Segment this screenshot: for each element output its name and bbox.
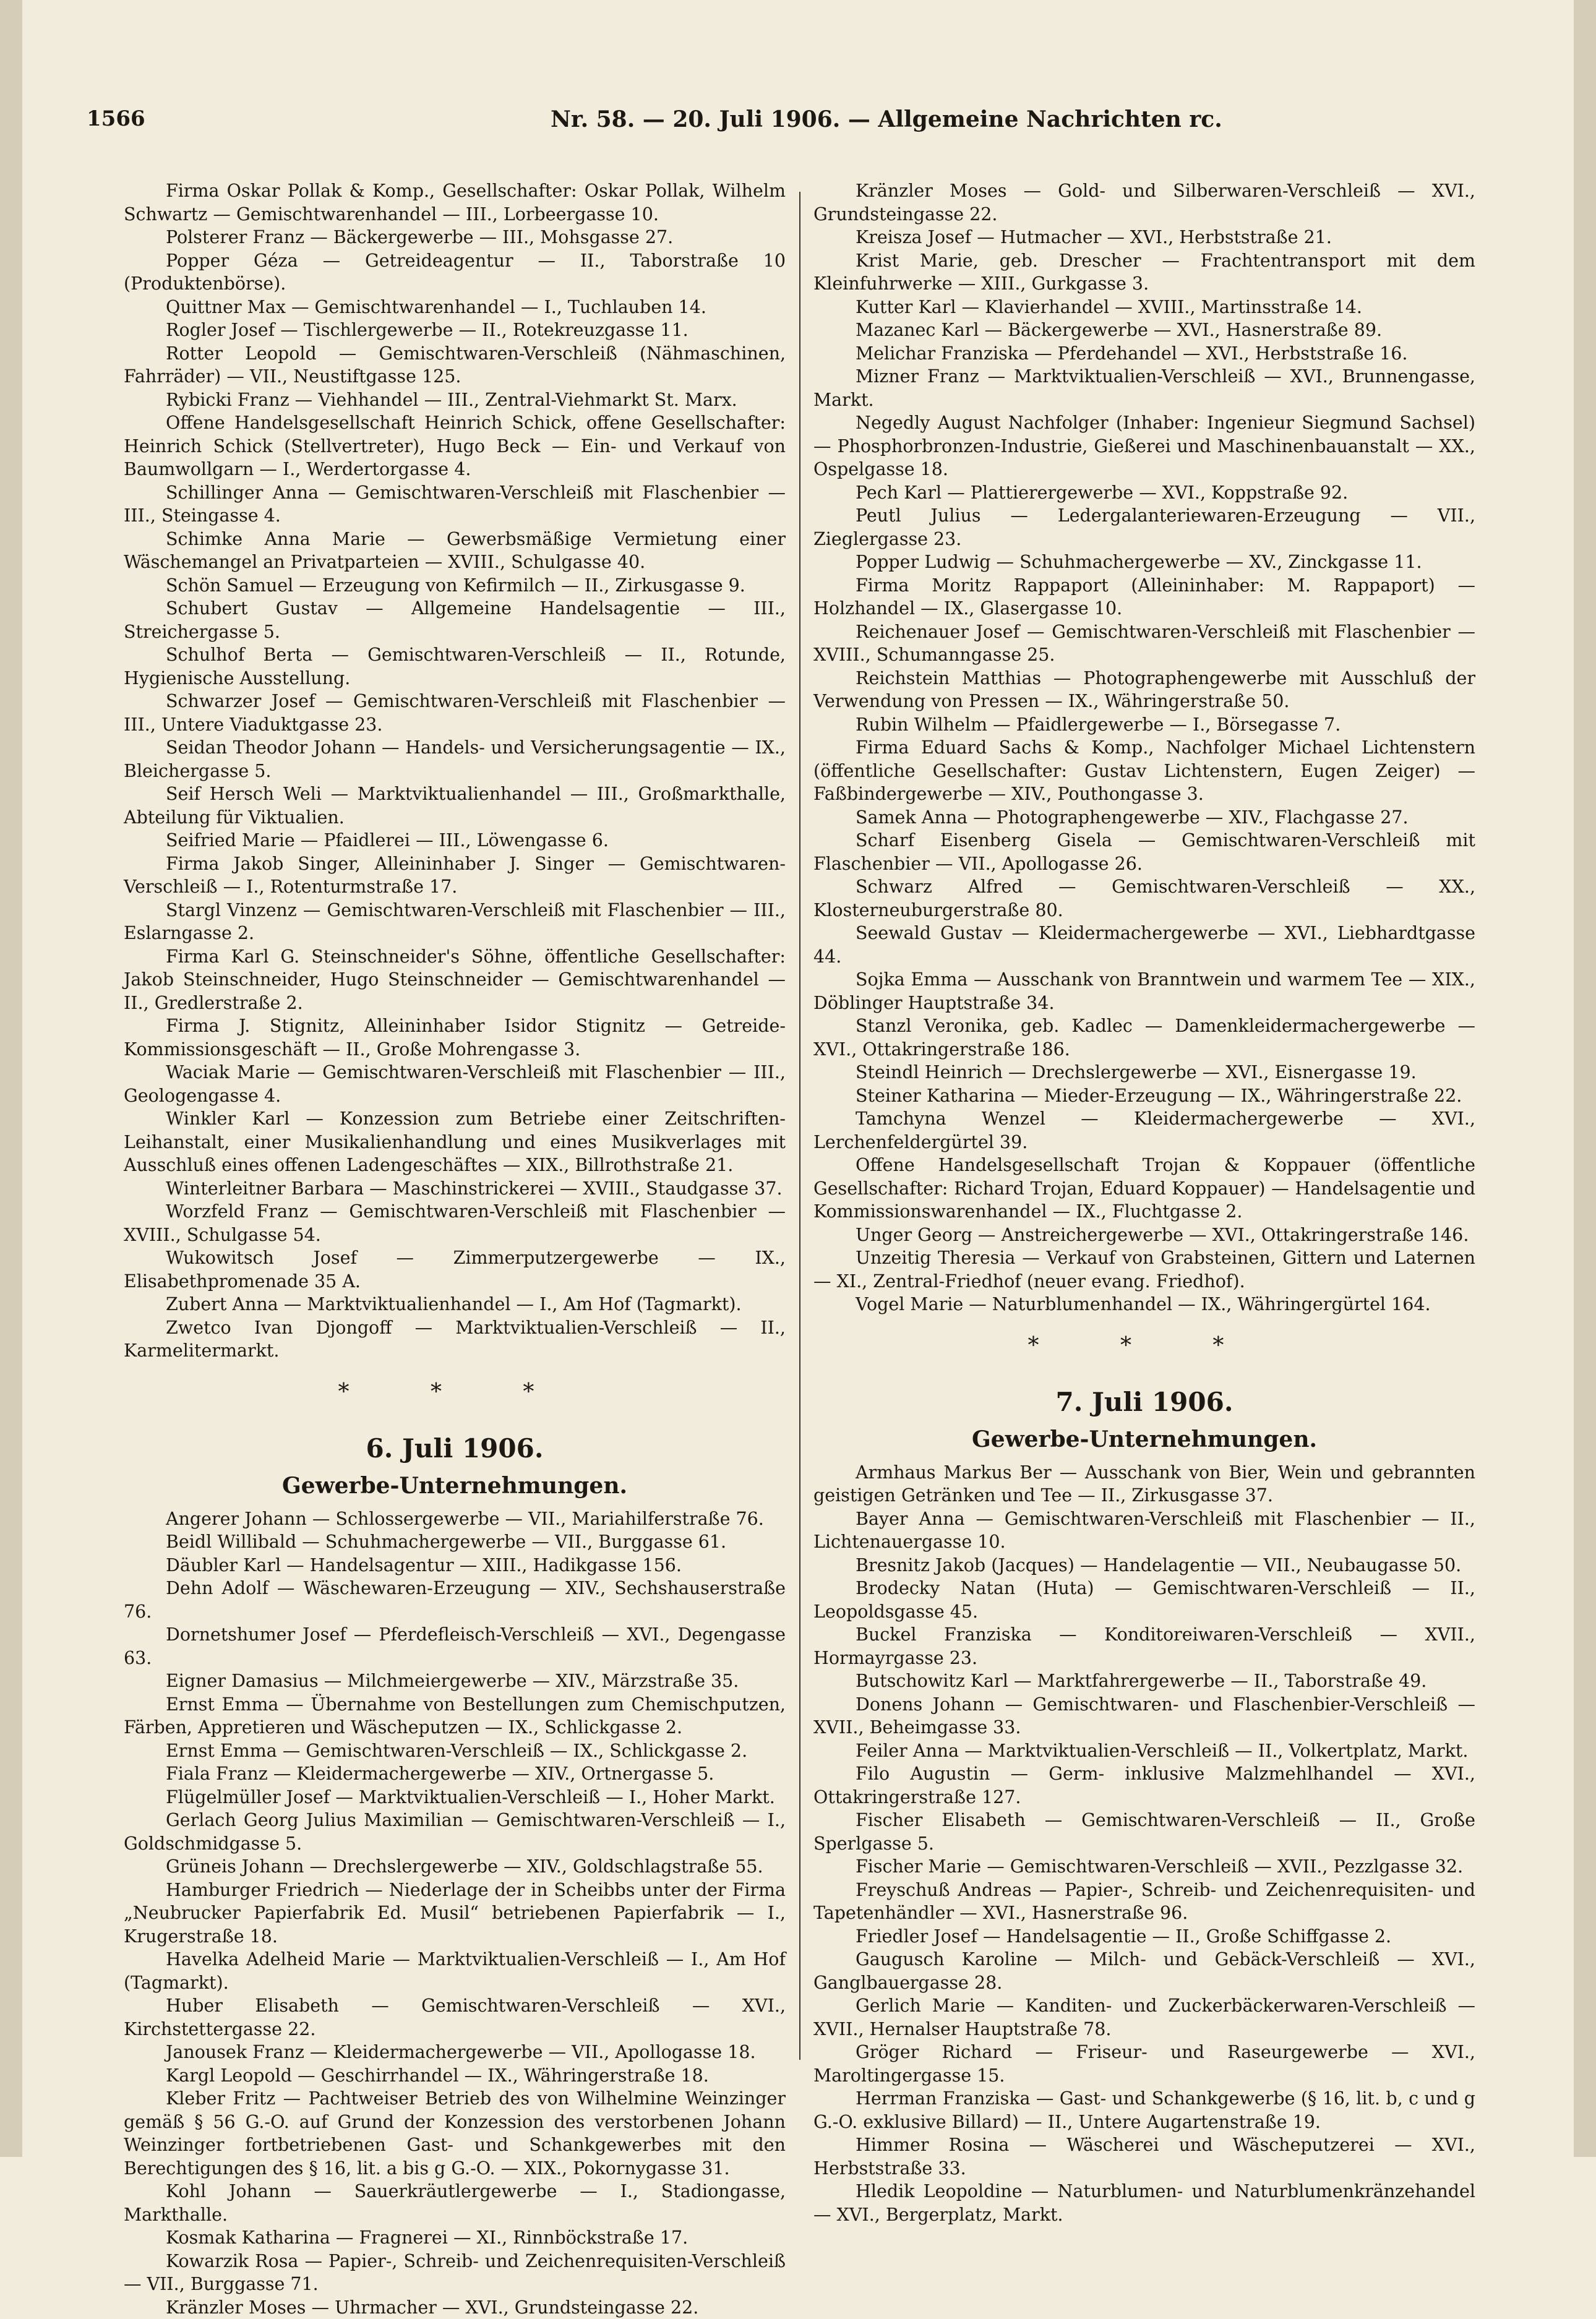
list-entry: Kränzler Moses — Uhrmacher — XVI., Grundsteingasse 22. [124,2296,786,2319]
list-entry: Fiala Franz — Kleidermachergewerbe — XIV., Ortnergasse 5. [124,1762,786,1786]
section-date: 6. Juli 1906. [124,1430,786,1468]
section-heading: Gewerbe-Unternehmungen. [813,1421,1475,1457]
list-entry: Fischer Marie — Gemischtwaren-Verschleiß — XVII., Pezzlgasse 32. [813,1855,1475,1879]
list-entry: Winkler Karl — Konzession zum Betriebe einer Zeitschriften-Leihanstalt, einer Musikalienhandlung und eines Musikverlages mit Ausschluß eines offenen Ladengeschäftes — XIX., Billrothstraße 21. [124,1107,786,1177]
list-entry: Worzfeld Franz — Gemischtwaren-Verschleiß mit Flaschenbier — XVIII., Schulgasse 54. [124,1200,786,1246]
section-stars: * * * [124,1368,786,1417]
list-entry: Däubler Karl — Handelsagentur — XIII., Hadikgasse 156. [124,1554,786,1577]
list-entry: Seewald Gustav — Kleidermachergewerbe — XVI., Liebhardtgasse 44. [813,922,1475,968]
section-date: 7. Juli 1906. [813,1383,1475,1421]
list-entry: Butschowitz Karl — Marktfahrergewerbe — II., Taborstraße 49. [813,1670,1475,1693]
list-entry: Zwetco Ivan Djongoff — Marktviktualien-Verschleiß — II., Karmelitermarkt. [124,1316,786,1363]
column-divider [799,192,800,2060]
list-entry: Hledik Leopoldine — Naturblumen- und Naturblumenkränzehandel — XVI., Bergerplatz, Markt. [813,2180,1475,2226]
section-stars: * * * [813,1321,1475,1371]
list-entry: Ernst Emma — Gemischtwaren-Verschleiß — IX., Schlickgasse 2. [124,1739,786,1763]
list-entry: Rogler Josef — Tischlergewerbe — II., Rotekreuzgasse 11. [124,319,786,342]
list-entry: Hamburger Friedrich — Niederlage der in Scheibbs unter der Firma „Neubrucker Papierfabrik Ed. Musil“ betriebenen Papierfabrik — I., Krugerstraße 18. [124,1879,786,1948]
page-title: Nr. 58. — 20. Juli 1906. — Allgemeine Nachrichten rc. [551,106,1222,132]
list-entry: Firma Karl G. Steinschneider's Söhne, öffentliche Gesellschafter: Jakob Steinschneider, Hugo Steinschneider — Gemischtwarenhandel — II., Gredlerstraße 2. [124,945,786,1015]
left-column [124,179,786,2319]
list-entry: Fischer Elisabeth — Gemischtwaren-Verschleiß — II., Große Sperlgasse 5. [813,1809,1475,1855]
list-entry: Kowarzik Rosa — Papier-, Schreib- und Zeichenrequisiten-Verschleiß — VII., Burggasse 71. [124,2250,786,2296]
list-entry: Reichstein Matthias — Photographengewerbe mit Ausschluß der Verwendung von Pressen — IX., Währingerstraße 50. [813,667,1475,713]
list-entry: Schimke Anna Marie — Gewerbsmäßige Vermietung einer Wäschemangel an Privatparteien — XVIII., Schulgasse 40. [124,528,786,574]
list-entry: Kreisza Josef — Hutmacher — XVI., Herbststraße 21. [813,226,1475,249]
list-entry: Quittner Max — Gemischtwarenhandel — I., Tuchlauben 14. [124,296,786,319]
list-entry: Herrman Franziska — Gast- und Schankgewerbe (§ 16, lit. b, c und g G.-O. exklusive Billard) — II., Untere Augartenstraße 19. [813,2087,1475,2133]
list-entry: Steiner Katharina — Mieder-Erzeugung — IX., Währingerstraße 22. [813,1084,1475,1108]
list-entry: Buckel Franziska — Konditoreiwaren-Verschleiß — XVII., Hormayrgasse 23. [813,1623,1475,1670]
list-entry: Unger Georg — Anstreichergewerbe — XVI., Ottakringerstraße 146. [813,1224,1475,1247]
list-entry: Brodecky Natan (Huta) — Gemischtwaren-Verschleiß — II., Leopoldsgasse 45. [813,1577,1475,1623]
list-entry: Stanzl Veronika, geb. Kadlec — Damenkleidermachergewerbe — XVI., Ottakringerstraße 186. [813,1014,1475,1061]
list-entry: Schön Samuel — Erzeugung von Kefirmilch — II., Zirkusgasse 9. [124,574,786,598]
list-entry: Offene Handelsgesellschaft Trojan & Koppauer (öffentliche Gesellschafter: Richard Trojan, Eduard Koppauer) — Handelsagentie und Kommissionswarenhandel — IX., Fluchtgasse 2. [813,1154,1475,1224]
list-entry: Waciak Marie — Gemischtwaren-Verschleiß mit Flaschenbier — III., Geologengasse 4. [124,1061,786,1107]
list-entry: Angerer Johann — Schlossergewerbe — VII., Mariahilferstraße 76. [124,1507,786,1531]
list-entry: Rotter Leopold — Gemischtwaren-Verschleiß (Nähmaschinen, Fahrräder) — VII., Neustiftgasse 125. [124,342,786,388]
list-entry: Kutter Karl — Klavierhandel — XVIII., Martinsstraße 14. [813,296,1475,319]
list-entry: Steindl Heinrich — Drechslergewerbe — XVI., Eisnergasse 19. [813,1061,1475,1084]
list-entry: Samek Anna — Photographengewerbe — XIV., Flachgasse 27. [813,806,1475,829]
list-entry: Pech Karl — Plattierergewerbe — XVI., Koppstraße 92. [813,481,1475,505]
list-entry: Schulhof Berta — Gemischtwaren-Verschleiß — II., Rotunde, Hygienische Ausstellung. [124,643,786,690]
list-entry: Winterleitner Barbara — Maschinstrickerei — XVIII., Staudgasse 37. [124,1177,786,1201]
left-page-edge [0,0,22,2157]
list-entry: Himmer Rosina — Wäscherei und Wäscheputzerei — XVI., Herbststraße 33. [813,2133,1475,2180]
list-entry: Sojka Emma — Ausschank von Branntwein und warmem Tee — XIX., Döblinger Hauptstraße 34. [813,968,1475,1014]
page-number: 1566 [87,106,145,131]
list-entry: Ernst Emma — Übernahme von Bestellungen zum Chemischputzen, Färben, Appretieren und Wäscheputzen — IX., Schlickgasse 2. [124,1693,786,1739]
list-entry: Dornetshumer Josef — Pferdefleisch-Verschleiß — XVI., Degengasse 63. [124,1623,786,1670]
list-entry: Reichenauer Josef — Gemischtwaren-Verschleiß mit Flaschenbier — XVIII., Schumanngasse 25. [813,620,1475,667]
list-entry: Offene Handelsgesellschaft Heinrich Schick, offene Gesellschafter: Heinrich Schick (Stellvertreter), Hugo Beck — Ein- und Verkauf von Baumwollgarn — I., Werdertorgasse 4. [124,411,786,481]
list-entry: Schillinger Anna — Gemischtwaren-Verschleiß mit Flaschenbier — III., Steingasse 4. [124,481,786,528]
list-entry: Beidl Willibald — Schuhmachergewerbe — VII., Burggasse 61. [124,1530,786,1554]
list-entry: Armhaus Markus Ber — Ausschank von Bier, Wein und gebrannten geistigen Getränken und Tee — II., Zirkusgasse 37. [813,1461,1475,1507]
list-entry: Gröger Richard — Friseur- und Raseurgewerbe — XVI., Maroltingergasse 15. [813,2041,1475,2087]
section-heading: Gewerbe-Unternehmungen. [124,1468,786,1504]
list-entry: Stargl Vinzenz — Gemischtwaren-Verschleiß mit Flaschenbier — III., Eslarngasse 2. [124,899,786,945]
list-entry: Mizner Franz — Marktviktualien-Verschleiß — XVI., Brunnengasse, Markt. [813,365,1475,411]
list-entry: Kleber Fritz — Pachtweiser Betrieb des von Wilhelmine Weinzinger gemäß § 56 G.-O. auf Grund der Konzession des verstorbenen Johann Weinzinger fortbetriebenen Gast- und Schankgewerbes mit den Berechtigungen des § 16, lit. a bis g G.-O. — XIX., Pokornygasse 31. [124,2087,786,2180]
right-top-list [813,179,1475,1316]
list-entry: Peutl Julius — Ledergalanteriewaren-Erzeugung — VII., Zieglergasse 23. [813,504,1475,551]
list-entry: Feiler Anna — Marktviktualien-Verschleiß — II., Volkertplatz, Markt. [813,1739,1475,1763]
list-entry: Schubert Gustav — Allgemeine Handelsagentie — III., Streichergasse 5. [124,597,786,643]
list-entry: Kohl Johann — Sauerkräutlergewerbe — I., Stadiongasse, Markthalle. [124,2180,786,2226]
list-entry: Firma Oskar Pollak & Komp., Gesellschafter: Oskar Pollak, Wilhelm Schwartz — Gemischtwarenhandel — III., Lorbeergasse 10. [124,179,786,226]
list-entry: Scharf Eisenberg Gisela — Gemischtwaren-Verschleiß mit Flaschenbier — VII., Apollogasse 26. [813,829,1475,875]
list-entry: Vogel Marie — Naturblumenhandel — IX., Währingergürtel 164. [813,1293,1475,1316]
list-entry: Filo Augustin — Germ- inklusive Malzmehlhandel — XVI., Ottakringerstraße 127. [813,1762,1475,1809]
list-entry: Schwarzer Josef — Gemischtwaren-Verschleiß mit Flaschenbier — III., Untere Viaduktgasse 23. [124,690,786,736]
list-entry: Gerlich Marie — Kanditen- und Zuckerbäckerwaren-Verschleiß — XVII., Hernalser Hauptstraße 78. [813,1994,1475,2041]
left-bottom-list [124,1507,786,2319]
list-entry: Gerlach Georg Julius Maximilian — Gemischtwaren-Verschleiß — I., Goldschmidgasse 5. [124,1809,786,1855]
list-entry: Mazanec Karl — Bäckergewerbe — XVI., Hasnerstraße 89. [813,319,1475,342]
list-entry: Bresnitz Jakob (Jacques) — Handelagentie — VII., Neubaugasse 50. [813,1554,1475,1577]
list-entry: Rubin Wilhelm — Pfaidlergewerbe — I., Börsegasse 7. [813,713,1475,737]
list-entry: Polsterer Franz — Bäckergewerbe — III., Mohsgasse 27. [124,226,786,249]
list-entry: Popper Géza — Getreideagentur — II., Taborstraße 10 (Produktenbörse). [124,249,786,296]
list-entry: Friedler Josef — Handelsagentie — II., Große Schiffgasse 2. [813,1925,1475,1948]
list-entry: Flügelmüller Josef — Marktviktualien-Verschleiß — I., Hoher Markt. [124,1786,786,1809]
right-bottom-list [813,1461,1475,2227]
list-entry: Dehn Adolf — Wäschewaren-Erzeugung — XIV., Sechshauserstraße 76. [124,1577,786,1623]
list-entry: Melichar Franziska — Pferdehandel — XVI., Herbststraße 16. [813,342,1475,366]
list-entry: Unzeitig Theresia — Verkauf von Grabsteinen, Gittern und Laternen — XI., Zentral-Friedhof (neuer evang. Friedhof). [813,1246,1475,1293]
list-entry: Zubert Anna — Marktviktualienhandel — I., Am Hof (Tagmarkt). [124,1293,786,1316]
list-entry: Gaugusch Karoline — Milch- und Gebäck-Verschleiß — XVI., Ganglbauergasse 28. [813,1948,1475,1994]
list-entry: Wukowitsch Josef — Zimmerputzergewerbe — IX., Elisabethpromenade 35 A. [124,1246,786,1293]
list-entry: Kränzler Moses — Gold- und Silberwaren-Verschleiß — XVI., Grundsteingasse 22. [813,179,1475,226]
right-column [813,179,1475,2226]
list-entry: Freyschuß Andreas — Papier-, Schreib- und Zeichenrequisiten- und Tapetenhändler — XVI., Hasnerstraße 96. [813,1879,1475,1925]
list-entry: Bayer Anna — Gemischtwaren-Verschleiß mit Flaschenbier — II., Lichtenauergasse 10. [813,1507,1475,1554]
list-entry: Kargl Leopold — Geschirrhandel — IX., Währingerstraße 18. [124,2064,786,2088]
list-entry: Krist Marie, geb. Drescher — Frachtentransport mit dem Kleinfuhrwerke — XIII., Gurkgasse 3. [813,249,1475,296]
list-entry: Kosmak Katharina — Fragnerei — XI., Rinnböckstraße 17. [124,2226,786,2250]
list-entry: Firma J. Stignitz, Alleininhaber Isidor Stignitz — Getreide-Kommissionsgeschäft — II., Große Mohrengasse 3. [124,1014,786,1061]
list-entry: Huber Elisabeth — Gemischtwaren-Verschleiß — XVI., Kirchstettergasse 22. [124,1994,786,2041]
list-entry: Rybicki Franz — Viehhandel — III., Zentral-Viehmarkt St. Marx. [124,388,786,412]
list-entry: Negedly August Nachfolger (Inhaber: Ingenieur Siegmund Sachsel) — Phosphorbronzen-Industrie, Gießerei und Maschinenbauanstalt — XX., Ospelgasse 18. [813,411,1475,481]
list-entry: Seif Hersch Weli — Marktviktualienhandel — III., Großmarkthalle, Abteilung für Viktualien. [124,782,786,829]
list-entry: Popper Ludwig — Schuhmachergewerbe — XV., Zinckgasse 11. [813,551,1475,574]
list-entry: Schwarz Alfred — Gemischtwaren-Verschleiß — XX., Klosterneuburgerstraße 80. [813,875,1475,922]
list-entry: Firma Jakob Singer, Alleininhaber J. Singer — Gemischtwaren-Verschleiß — I., Rotenturmstraße 17. [124,852,786,899]
list-entry: Grüneis Johann — Drechslergewerbe — XIV., Goldschlagstraße 55. [124,1855,786,1879]
list-entry: Donens Johann — Gemischtwaren- und Flaschenbier-Verschleiß — XVII., Beheimgasse 33. [813,1693,1475,1739]
list-entry: Seifried Marie — Pfaidlerei — III., Löwengasse 6. [124,829,786,852]
list-entry: Firma Moritz Rappaport (Alleininhaber: M. Rappaport) — Holzhandel — IX., Glasergasse 10. [813,574,1475,620]
list-entry: Janousek Franz — Kleidermachergewerbe — VII., Apollogasse 18. [124,2041,786,2064]
list-entry: Havelka Adelheid Marie — Marktviktualien-Verschleiß — I., Am Hof (Tagmarkt). [124,1948,786,1994]
list-entry: Eigner Damasius — Milchmeiergewerbe — XIV., Märzstraße 35. [124,1670,786,1693]
right-page-edge [1574,0,1596,2157]
list-entry: Tamchyna Wenzel — Kleidermachergewerbe — XVI., Lerchenfeldergürtel 39. [813,1107,1475,1154]
list-entry: Seidan Theodor Johann — Handels- und Versicherungsagentie — IX., Bleichergasse 5. [124,736,786,782]
list-entry: Firma Eduard Sachs & Komp., Nachfolger Michael Lichtenstern (öffentliche Gesellschafter: Gustav Lichtenstern, Eugen Zeiger) — Faßbindergewerbe — XIV., Pouthongasse 3. [813,736,1475,806]
left-top-list [124,179,786,1363]
page-header [68,106,1528,144]
